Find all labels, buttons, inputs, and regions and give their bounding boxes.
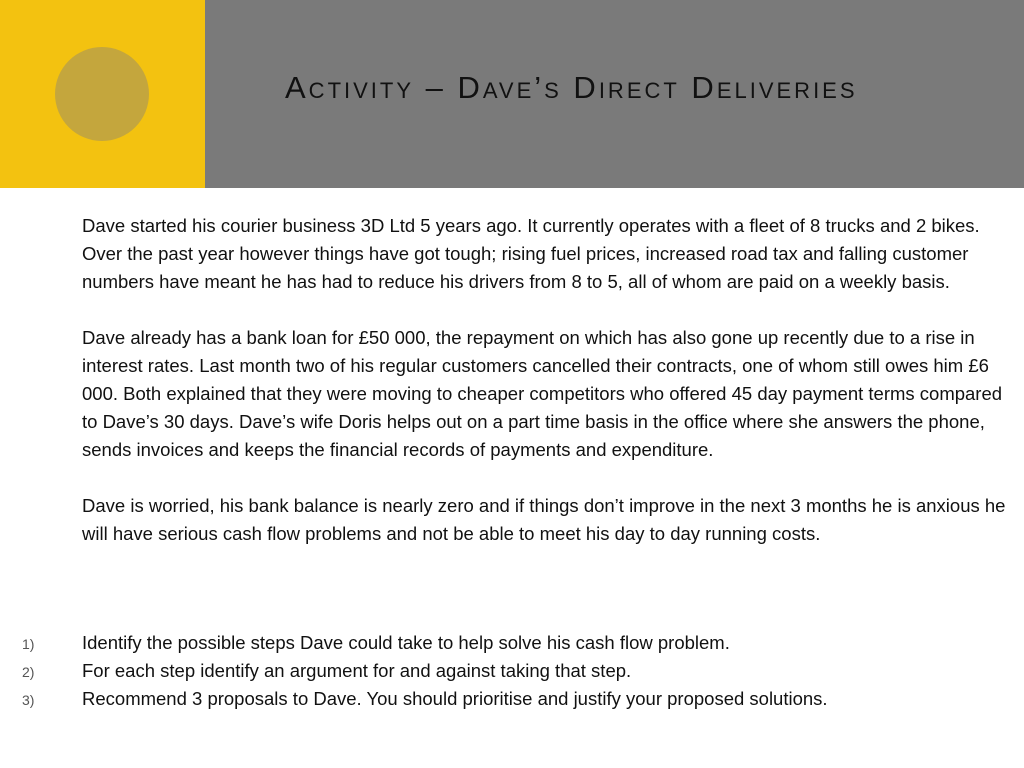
task-item [0,685,1024,713]
case-study-text [82,212,1018,576]
task-number: 3) [22,692,35,708]
paragraph-background: Dave started his courier business 3D Ltd 5 years ago. It currently operates with a fleet of 8 trucks and 2 bikes. Over the past year however things have got tough; rising fuel prices, increased road tax and falling customer numbers have meant he has had to reduce his drivers from 8 to 5, all of whom are paid on a weekly basis. [82,215,980,292]
slide-title: Activity – Dave’s Direct Deliveries [285,70,858,105]
task-list [0,629,1024,713]
task-number: 2) [22,664,35,680]
task-item [0,657,1024,685]
task-item [0,629,1024,657]
paragraph-finances: Dave already has a bank loan for £50 000, the repayment on which has also gone up recently due to a rise in interest rates. Last month two of his regular customers cancelled their contracts, one of whom still owes him £6 000. Both explained that they were moving to cheaper competitors who offered 45 day payment terms compared to Dave’s 30 days. Dave’s wife Doris helps out on a part time basis in the office where she answers the phone, sends invoices and keeps the financial records of payments and expenditure. [82,327,1003,460]
task-text: Recommend 3 proposals to Dave. You should prioritise and justify your proposed solutions. [82,688,828,709]
task-text: For each step identify an argument for and against taking that step. [82,660,632,681]
accent-circle [55,47,149,141]
slide-header [0,0,1024,188]
task-number: 1) [22,636,35,652]
paragraph-concerns: Dave is worried, his bank balance is nearly zero and if things don’t improve in the next 3 months he is anxious he will have serious cash flow problems and not be able to meet his day to day running costs. [82,495,1006,544]
task-text: Identify the possible steps Dave could take to help solve his cash flow problem. [82,632,730,653]
accent-block [0,0,205,188]
